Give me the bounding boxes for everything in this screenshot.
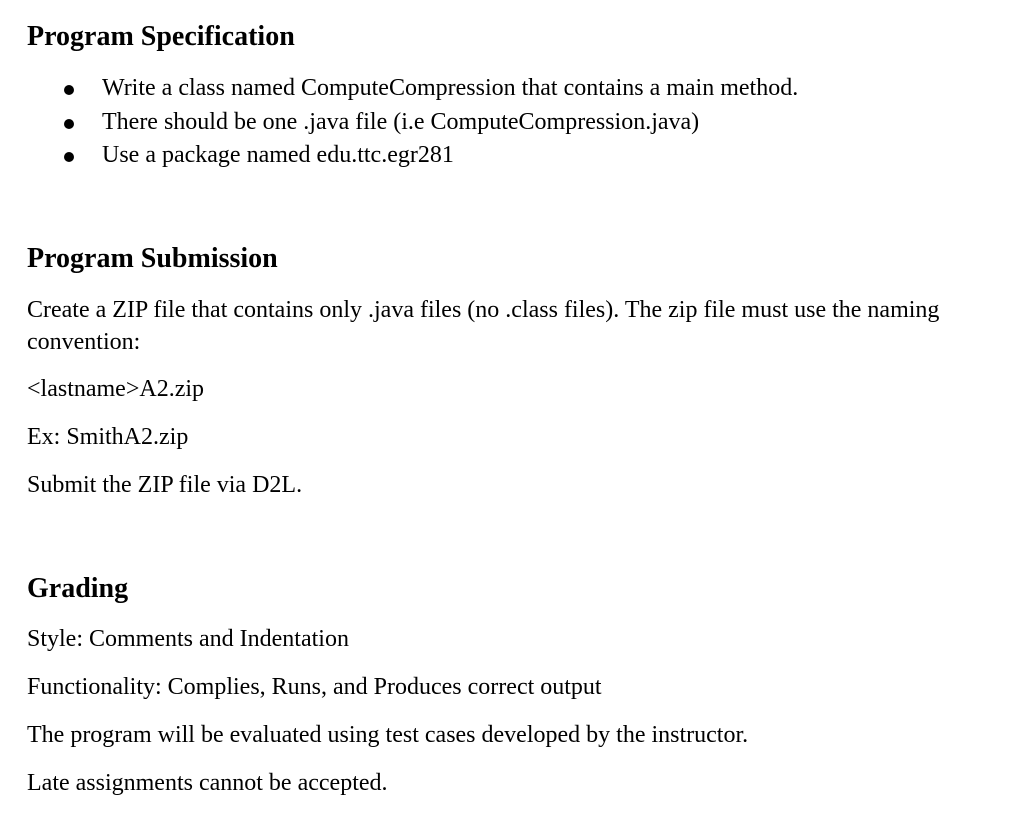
- bullet-icon: [64, 85, 74, 95]
- grading-functionality: Functionality: Complies, Runs, and Produces correct output: [27, 674, 602, 700]
- list-item-text: Use a package named edu.ttc.egr281: [102, 142, 454, 168]
- list-item-text: Write a class named ComputeCompression that contains a main method.: [102, 75, 799, 101]
- grading-evaluation: The program will be evaluated using test cases developed by the instructor.: [27, 722, 749, 748]
- grading-heading: Grading: [27, 573, 129, 604]
- program-specification-heading: Program Specification: [27, 21, 295, 52]
- list-item-text: There should be one .java file (i.e ComputeCompression.java): [102, 108, 700, 135]
- bullet-icon: [64, 119, 74, 129]
- grading-style: Style: Comments and Indentation: [27, 626, 349, 652]
- naming-convention: <lastname>A2.zip: [27, 376, 205, 402]
- naming-example: Ex: SmithA2.zip: [27, 424, 189, 450]
- bullet-icon: [64, 152, 74, 162]
- submission-paragraph: Create a ZIP file that contains only .java files (no .class files). The zip file must use the naming convention:: [27, 297, 940, 355]
- late-policy: Late assignments cannot be accepted.: [27, 770, 388, 796]
- program-submission-heading: Program Submission: [27, 243, 278, 274]
- submission-instruction: Submit the ZIP file via D2L.: [27, 472, 303, 498]
